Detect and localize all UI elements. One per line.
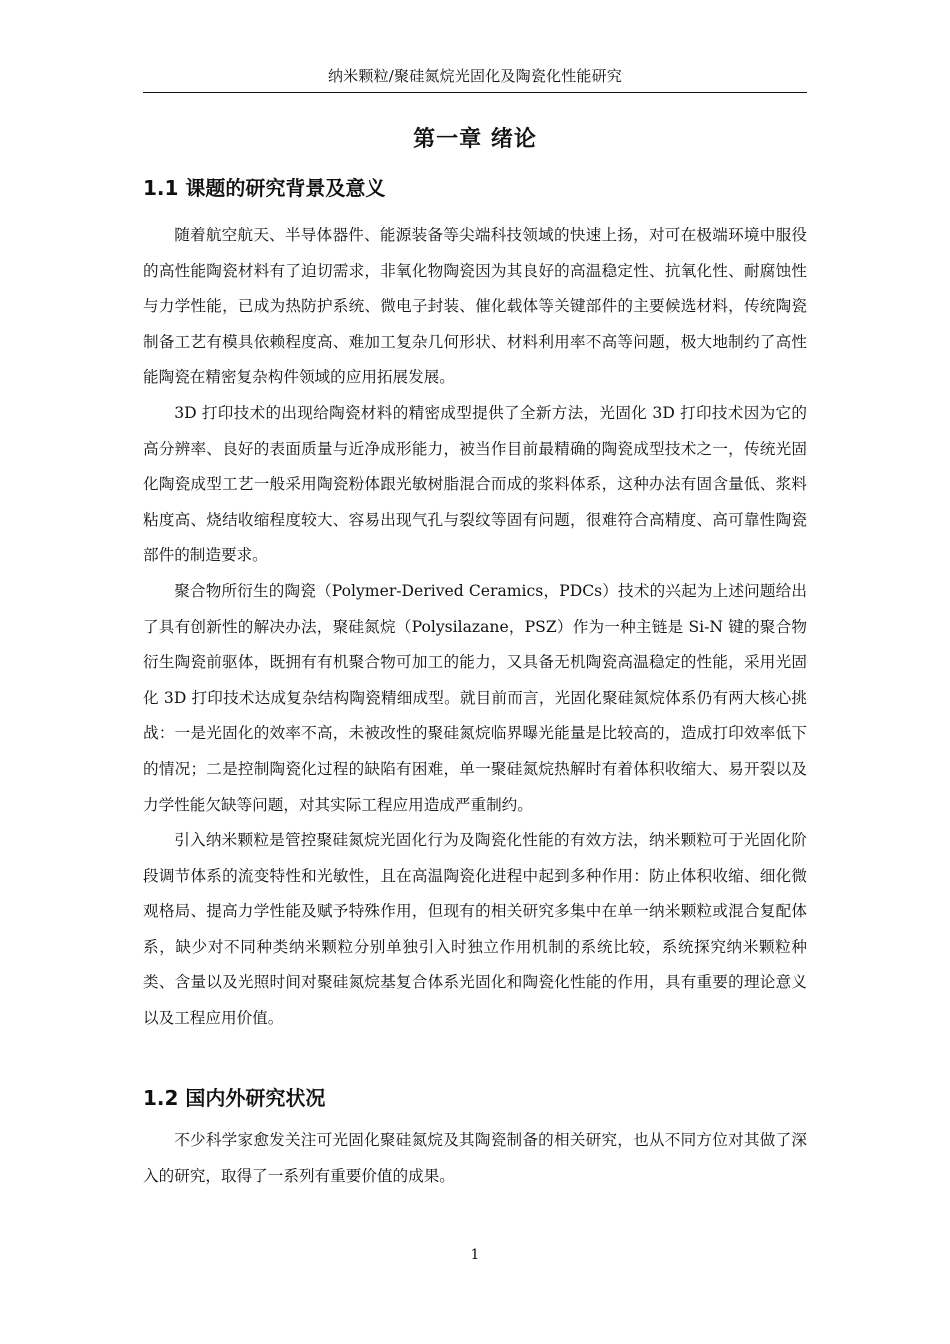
running-header: 纳米颗粒/聚硅氮烷光固化及陶瓷化性能研究 — [327, 67, 623, 85]
header-divider — [143, 92, 807, 93]
page-number: 1 — [470, 1247, 480, 1263]
section-1-2-body — [143, 1123, 807, 1194]
chapter-title: 第一章 绪论 — [413, 127, 537, 152]
paragraph: 3D 打印技术的出现给陶瓷材料的精密成型提供了全新方法，光固化 3D 打印技术因为它的高分辨率、良好的表面质量与近净成形能力，被当作目前最精确的陶瓷成型技术之一，传统光固化陶瓷成型工艺一般采用陶瓷粉体跟光敏树脂混合而成的浆料体系，这种办法有固含量低、浆料粘度高、烧结收缩程度较大、容易出现气孔与裂纹等固有问题，很难符合高精度、高可靠性陶瓷部件的制造要求。 — [143, 403, 807, 565]
section-heading-1-1: 1.1 课题的研究背景及意义 — [143, 176, 386, 200]
section-1-1-body — [143, 218, 807, 1037]
section-heading-1-2: 1.2 国内外研究状况 — [143, 1086, 326, 1110]
paragraph: 随着航空航天、半导体器件、能源装备等尖端科技领域的快速上扬，对可在极端环境中服役的高性能陶瓷材料有了迫切需求，非氧化物陶瓷因为其良好的高温稳定性、抗氧化性、耐腐蚀性与力学性能，已成为热防护系统、微电子封装、催化载体等关键部件的主要候选材料，传统陶瓷制备工艺有模具依赖程度高、难加工复杂几何形状、材料利用率不高等问题，极大地制约了高性能陶瓷在精密复杂构件领域的应用拓展发展。 — [143, 226, 807, 387]
paragraph: 不少科学家愈发关注可光固化聚硅氮烷及其陶瓷制备的相关研究，也从不同方位对其做了深入的研究，取得了一系列有重要价值的成果。 — [143, 1131, 807, 1185]
paragraph: 引入纳米颗粒是管控聚硅氮烷光固化行为及陶瓷化性能的有效方法，纳米颗粒可于光固化阶段调节体系的流变特性和光敏性，且在高温陶瓷化进程中起到多种作用：防止体积收缩、细化微观格局、提高力学性能及赋予特殊作用，但现有的相关研究多集中在单一纳米颗粒或混合复配体系，缺少对不同种类纳米颗粒分别单独引入时独立作用机制的系统比较，系统探究纳米颗粒种类、含量以及光照时间对聚硅氮烷基复合体系光固化和陶瓷化性能的作用，具有重要的理论意义以及工程应用价值。 — [143, 831, 807, 1028]
paragraph: 聚合物所衍生的陶瓷（Polymer-Derived Ceramics，PDCs）技术的兴起为上述问题给出了具有创新性的解决办法，聚硅氮烷（Polysilazane，PSZ）作为一种主链是 Si-N 键的聚合物衍生陶瓷前驱体，既拥有有机聚合物可加工的能力，又具备无机陶瓷高温稳定的性能，采用光固化 3D 打印技术达成复杂结构陶瓷精细成型。就目前而言，光固化聚硅氮烷体系仍有两大核心挑战：一是光固化的效率不高，未被改性的聚硅氮烷临界曝光能量是比较高的，造成打印效率低下的情况；二是控制陶瓷化过程的缺陷有困难，单一聚硅氮烷热解时有着体积收缩大、易开裂以及力学性能欠缺等问题，对其实际工程应用造成严重制约。 — [143, 581, 807, 814]
